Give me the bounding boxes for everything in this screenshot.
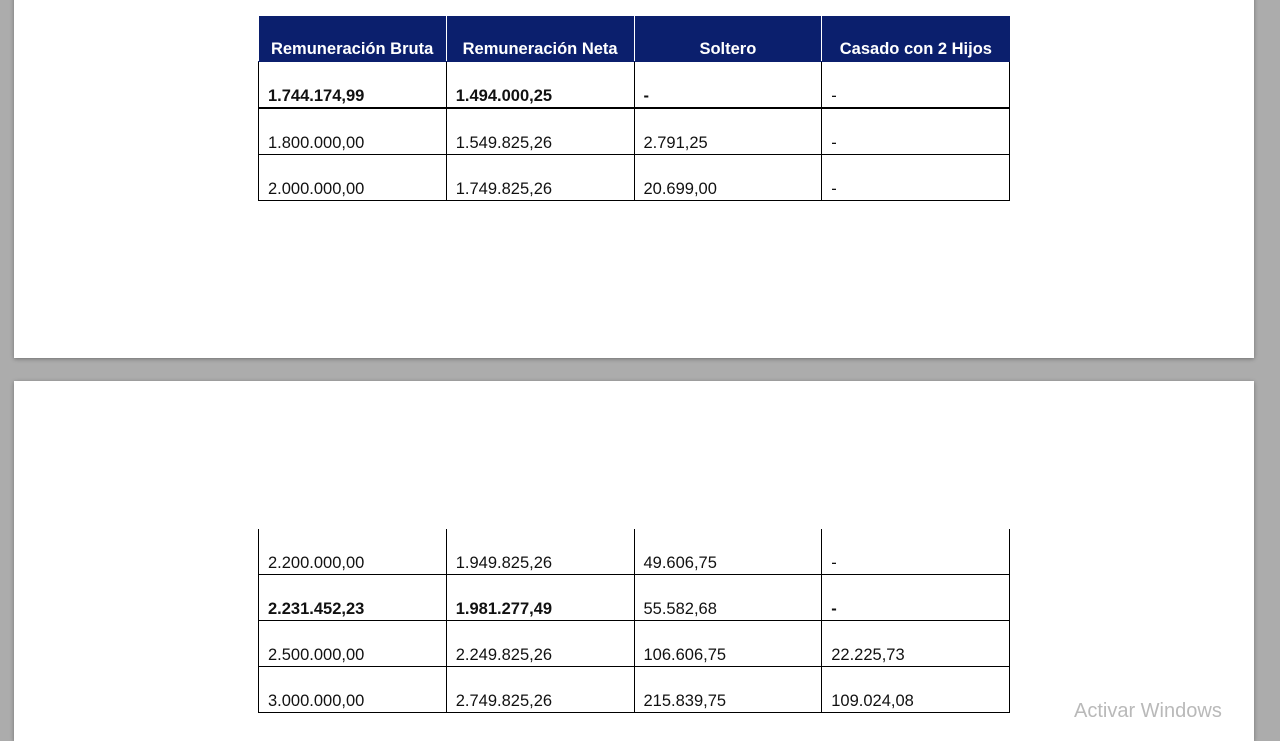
cell-soltero: 215.839,75 (634, 667, 822, 713)
header-soltero: Soltero (634, 16, 822, 62)
table-row (259, 575, 1010, 621)
cell-bruta: 1.744.174,99 (259, 62, 447, 109)
header-remuneracion-bruta: Remuneración Bruta (259, 16, 447, 62)
cell-soltero: 106.606,75 (634, 621, 822, 667)
cell-casado: - (822, 575, 1010, 621)
cell-bruta: 2.000.000,00 (259, 155, 447, 201)
cell-bruta: 2.231.452,23 (259, 575, 447, 621)
table-header-row (259, 16, 1010, 62)
cell-soltero: 55.582,68 (634, 575, 822, 621)
header-casado-con-2-hijos: Casado con 2 Hijos (822, 16, 1010, 62)
cell-bruta: 2.500.000,00 (259, 621, 447, 667)
cell-neta: 2.249.825,26 (446, 621, 634, 667)
cell-neta: 1.549.825,26 (446, 108, 634, 155)
cell-neta: 1.949.825,26 (446, 529, 634, 575)
cell-neta: 2.749.825,26 (446, 667, 634, 713)
cell-casado: - (822, 155, 1010, 201)
document-page-2 (14, 381, 1254, 741)
cell-bruta: 3.000.000,00 (259, 667, 447, 713)
header-remuneracion-neta: Remuneración Neta (446, 16, 634, 62)
cell-soltero: 49.606,75 (634, 529, 822, 575)
table-row (259, 108, 1010, 155)
cell-bruta: 1.800.000,00 (259, 108, 447, 155)
cell-soltero: - (634, 62, 822, 109)
table-row (259, 667, 1010, 713)
salary-table-part-1 (258, 16, 1010, 201)
activation-watermark: Activar Windows (1074, 700, 1222, 722)
salary-table-part-2 (258, 529, 1010, 713)
table-row (259, 62, 1010, 109)
cell-casado: 22.225,73 (822, 621, 1010, 667)
cell-neta: 1.494.000,25 (446, 62, 634, 109)
cell-neta: 1.749.825,26 (446, 155, 634, 201)
table-row (259, 621, 1010, 667)
cell-casado: 109.024,08 (822, 667, 1010, 713)
table-row (259, 155, 1010, 201)
cell-soltero: 20.699,00 (634, 155, 822, 201)
cell-casado: - (822, 62, 1010, 109)
cell-bruta: 2.200.000,00 (259, 529, 447, 575)
cell-neta: 1.981.277,49 (446, 575, 634, 621)
table-row (259, 529, 1010, 575)
cell-casado: - (822, 108, 1010, 155)
cell-soltero: 2.791,25 (634, 108, 822, 155)
document-page-1 (14, 0, 1254, 358)
cell-casado: - (822, 529, 1010, 575)
